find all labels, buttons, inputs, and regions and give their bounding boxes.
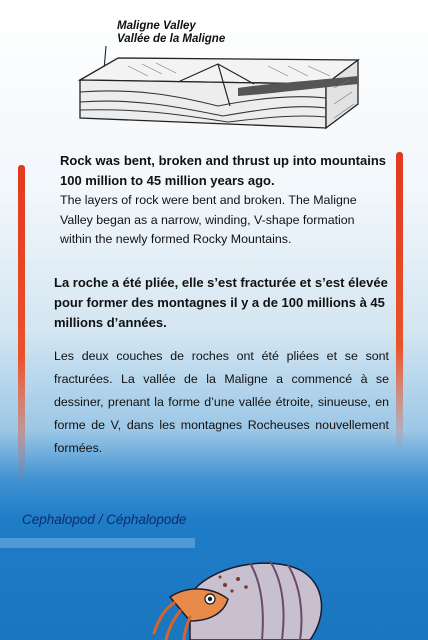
diagram-label-en: Maligne Valley (117, 20, 196, 32)
english-body-text: The layers of rock were bent and broken. The Maligne Valley began as a narrow, winding, V-shape formation within the newly formed Rocky Mountains. (60, 193, 357, 246)
valley-sketch-diagram (58, 18, 368, 143)
diagram-label-fr: Vallée de la Maligne (117, 33, 226, 45)
french-lead-text: La roche a été pliée, elle s’est fracturée et s’est élevée pour former des montagnes il y a de 100 millions à 45 millions d’années. (54, 275, 388, 330)
cephalopod-illustration (150, 525, 340, 640)
cephalopod-caption: Cephalopod / Céphalopode (22, 512, 187, 527)
accent-bar-left (18, 165, 25, 485)
accent-bar-right (396, 152, 403, 452)
french-body-text: Les deux couches de roches ont été pliées et se sont fracturées. La vallée de la Maligne a commencé à se dessiner, prenant la forme d’une vallée étroite, sinueuse, en forme de V, dans les montagnes Rocheuses nouvellement formées. (54, 349, 389, 455)
english-lead-text: Rock was bent, broken and thrust up into mountains 100 million to 45 million years ago. (60, 153, 386, 188)
